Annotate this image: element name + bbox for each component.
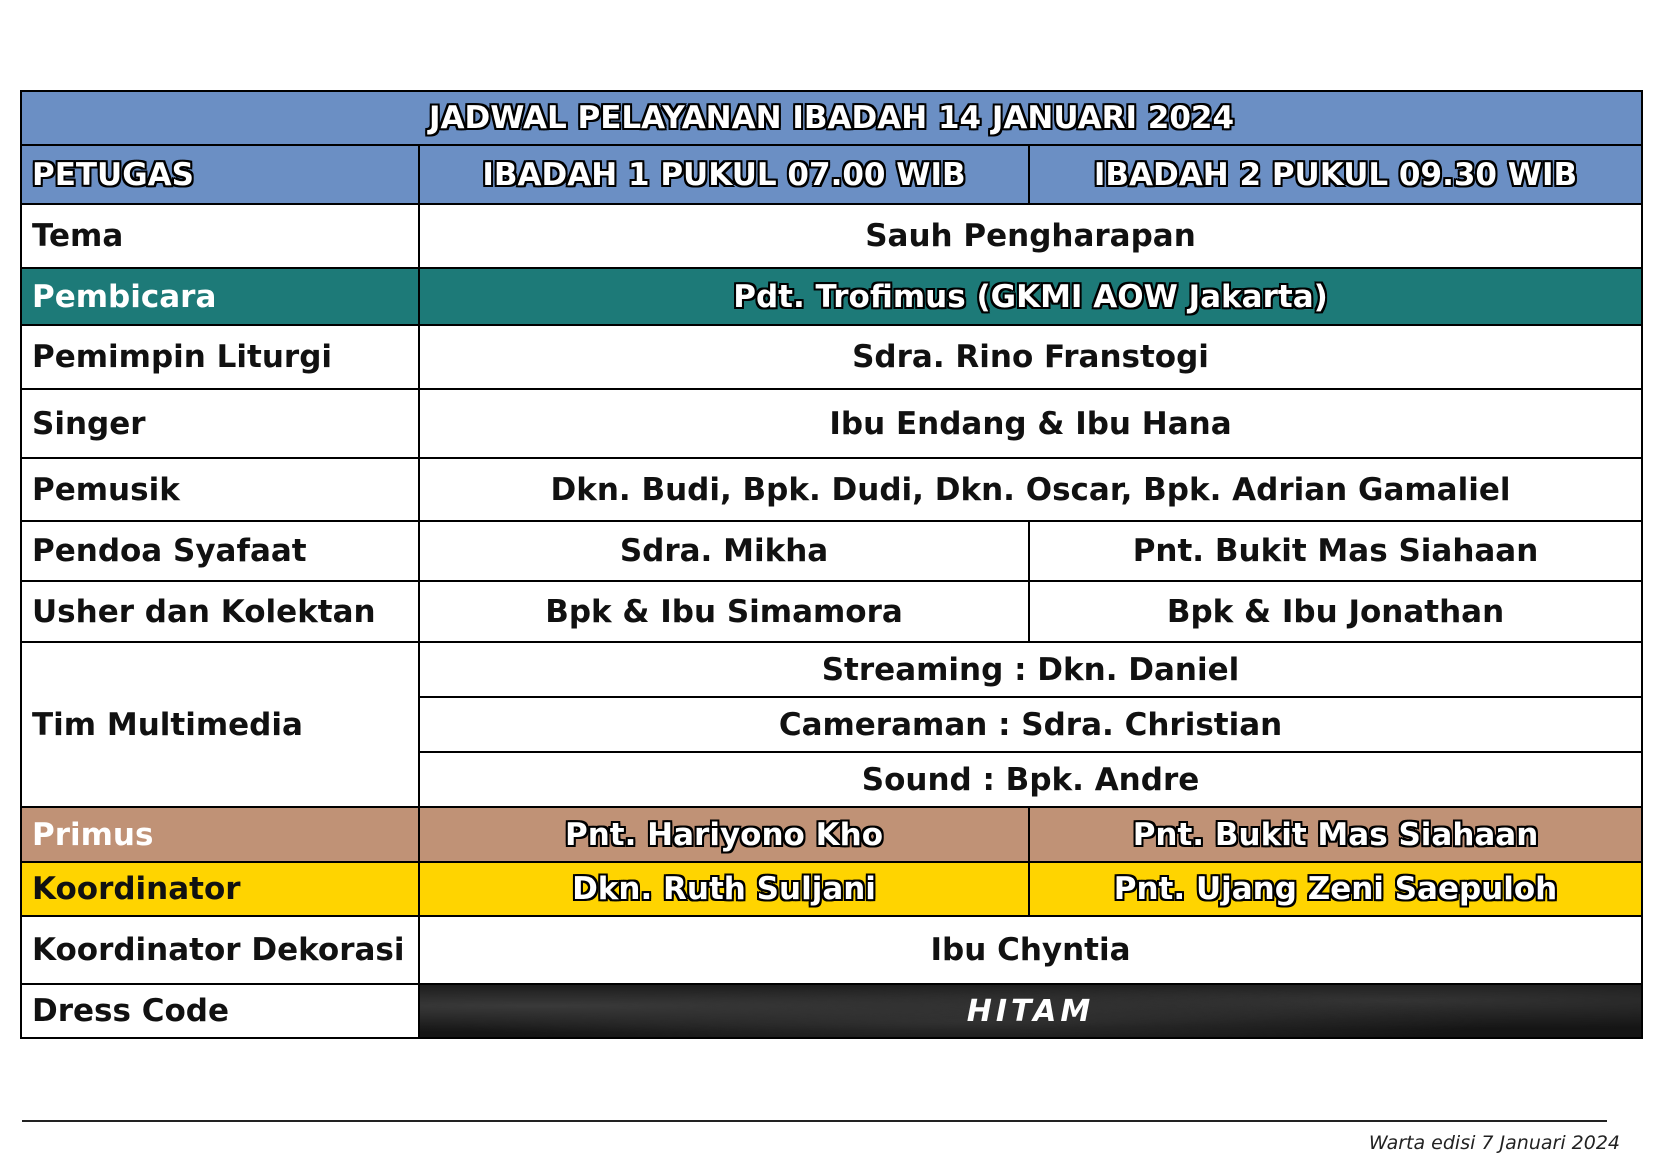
value-streaming: Streaming : Dkn. Daniel [419, 642, 1642, 697]
value-usher-ibadah-2: Bpk & Ibu Jonathan [1029, 581, 1642, 642]
footer-divider [22, 1120, 1607, 1122]
row-pembicara [21, 268, 1642, 325]
label-pendoa-syafaat: Pendoa Syafaat [21, 521, 419, 581]
value-sound: Sound : Bpk. Andre [419, 752, 1642, 807]
label-tema: Tema [21, 204, 419, 268]
value-dress-code: HITAM [419, 984, 1642, 1038]
row-primus [21, 807, 1642, 862]
value-pendoa-ibadah-2: Pnt. Bukit Mas Siahaan [1029, 521, 1642, 581]
value-pemimpin-liturgi: Sdra. Rino Franstogi [419, 325, 1642, 389]
header-ibadah-1: IBADAH 1 PUKUL 07.00 WIB [419, 145, 1029, 204]
row-multimedia-streaming [21, 642, 1642, 697]
label-koordinator: Koordinator [21, 862, 419, 916]
header-ibadah-2: IBADAH 2 PUKUL 09.30 WIB [1029, 145, 1642, 204]
value-koordinator-ibadah-2: Pnt. Ujang Zeni Saepuloh [1029, 862, 1642, 916]
value-cameraman: Cameraman : Sdra. Christian [419, 697, 1642, 752]
label-pemimpin-liturgi: Pemimpin Liturgi [21, 325, 419, 389]
row-koordinator-dekorasi [21, 916, 1642, 984]
value-koordinator-dekorasi: Ibu Chyntia [419, 916, 1642, 984]
row-pendoa-syafaat [21, 521, 1642, 581]
label-primus: Primus [21, 807, 419, 862]
header-row [21, 145, 1642, 204]
value-primus-ibadah-1: Pnt. Hariyono Kho [419, 807, 1029, 862]
row-koordinator [21, 862, 1642, 916]
schedule-title: JADWAL PELAYANAN IBADAH 14 JANUARI 2024 [21, 91, 1642, 145]
header-petugas: PETUGAS [21, 145, 419, 204]
value-tema: Sauh Pengharapan [419, 204, 1642, 268]
value-pemusik: Dkn. Budi, Bpk. Dudi, Dkn. Oscar, Bpk. Adrian Gamaliel [419, 458, 1642, 521]
row-pemusik [21, 458, 1642, 521]
value-pembicara: Pdt. Trofimus (GKMI AOW Jakarta) [419, 268, 1642, 325]
label-dress-code: Dress Code [21, 984, 419, 1038]
label-tim-multimedia: Tim Multimedia [21, 642, 419, 807]
value-pendoa-ibadah-1: Sdra. Mikha [419, 521, 1029, 581]
label-singer: Singer [21, 389, 419, 458]
label-pembicara: Pembicara [21, 268, 419, 325]
row-usher [21, 581, 1642, 642]
value-singer: Ibu Endang & Ibu Hana [419, 389, 1642, 458]
row-tema [21, 204, 1642, 268]
title-row [21, 91, 1642, 145]
label-usher: Usher dan Kolektan [21, 581, 419, 642]
row-dress-code [21, 984, 1642, 1038]
row-singer [21, 389, 1642, 458]
row-pemimpin-liturgi [21, 325, 1642, 389]
value-koordinator-ibadah-1: Dkn. Ruth Suljani [419, 862, 1029, 916]
schedule-table [20, 90, 1643, 1039]
footer-edition: Warta edisi 7 Januari 2024 [1368, 1132, 1620, 1154]
label-pemusik: Pemusik [21, 458, 419, 521]
label-koordinator-dekorasi: Koordinator Dekorasi [21, 916, 419, 984]
value-primus-ibadah-2: Pnt. Bukit Mas Siahaan [1029, 807, 1642, 862]
value-usher-ibadah-1: Bpk & Ibu Simamora [419, 581, 1029, 642]
